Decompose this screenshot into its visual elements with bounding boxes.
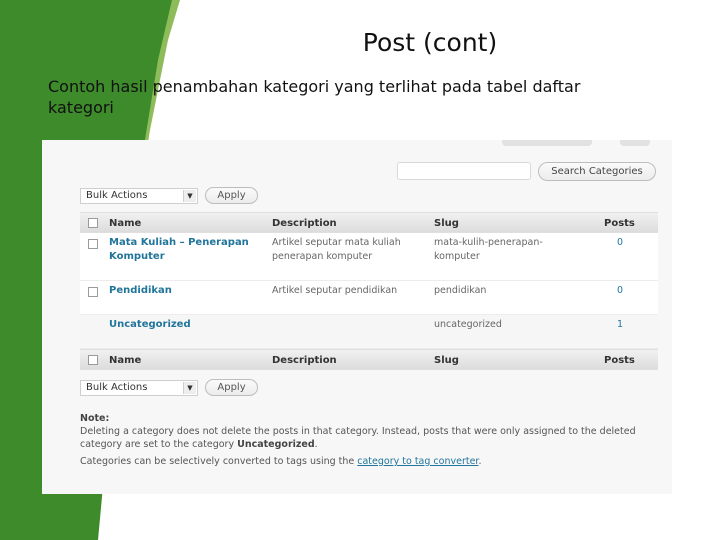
search-categories-input[interactable] bbox=[397, 162, 531, 180]
select-all-checkbox-footer[interactable] bbox=[88, 355, 98, 365]
table-header bbox=[80, 212, 658, 233]
column-description[interactable]: Description bbox=[272, 218, 337, 229]
category-note bbox=[80, 412, 640, 468]
category-post-count[interactable]: 0 bbox=[616, 285, 624, 296]
select-all-checkbox[interactable] bbox=[88, 218, 98, 228]
table-row bbox=[80, 281, 658, 315]
categories-screenshot bbox=[42, 140, 672, 494]
column-posts-footer[interactable]: Posts bbox=[604, 355, 635, 366]
category-to-tag-converter-link[interactable]: category to tag converter bbox=[357, 456, 479, 467]
table-footer bbox=[80, 349, 658, 370]
bulk-actions-label: Bulk Actions bbox=[86, 382, 148, 393]
bulk-actions-select-bottom[interactable] bbox=[80, 380, 198, 396]
column-slug[interactable]: Slug bbox=[434, 218, 459, 229]
apply-button-bottom[interactable]: Apply bbox=[205, 379, 258, 396]
category-name-link[interactable]: Uncategorized bbox=[109, 319, 191, 330]
chevron-down-icon: ▼ bbox=[183, 382, 196, 394]
column-slug-footer[interactable]: Slug bbox=[434, 355, 459, 366]
chevron-down-icon: ▼ bbox=[183, 190, 196, 202]
category-slug: uncategorized bbox=[434, 319, 502, 330]
category-name-link[interactable]: Mata Kuliah – Penerapan Komputer bbox=[109, 237, 249, 262]
categories-table bbox=[80, 212, 658, 370]
category-slug: pendidikan bbox=[434, 285, 487, 296]
note-line1: Deleting a category does not delete the posts in that category. Instead, posts that were only assigned to the deleted category are set to the category bbox=[80, 426, 636, 450]
category-post-count[interactable]: 1 bbox=[616, 319, 624, 330]
category-description: Artikel seputar pendidikan bbox=[272, 285, 398, 296]
column-description-footer[interactable]: Description bbox=[272, 355, 337, 366]
search-categories-button[interactable]: Search Categories bbox=[538, 162, 656, 181]
note-uncategorized: Uncategorized bbox=[237, 439, 315, 450]
note-line2-end: . bbox=[478, 456, 482, 467]
bulk-actions-select-top[interactable] bbox=[80, 188, 198, 204]
row-checkbox[interactable] bbox=[88, 287, 98, 297]
category-post-count[interactable]: 0 bbox=[616, 237, 624, 248]
column-posts[interactable]: Posts bbox=[604, 218, 635, 229]
bulk-actions-label: Bulk Actions bbox=[86, 190, 148, 201]
column-name[interactable]: Name bbox=[109, 218, 142, 229]
category-description: Artikel seputar mata kuliah penerapan komputer bbox=[272, 237, 401, 262]
apply-button-top[interactable]: Apply bbox=[205, 187, 258, 204]
column-name-footer[interactable]: Name bbox=[109, 355, 142, 366]
category-name-link[interactable]: Pendidikan bbox=[109, 285, 172, 296]
note-line1-end: . bbox=[314, 439, 318, 450]
category-slug: mata-kulih-penerapan-komputer bbox=[434, 237, 543, 262]
slide-body-text: Contoh hasil penambahan kategori yang terlihat pada tabel daftar kategori bbox=[48, 77, 581, 117]
row-checkbox[interactable] bbox=[88, 239, 98, 249]
note-heading: Note: bbox=[80, 413, 110, 424]
table-row bbox=[80, 233, 658, 281]
table-row bbox=[80, 315, 658, 349]
note-line2: Categories can be selectively converted to tags using the bbox=[80, 456, 358, 467]
slide-title: Post (cont) bbox=[362, 28, 498, 57]
top-strip bbox=[502, 140, 652, 146]
